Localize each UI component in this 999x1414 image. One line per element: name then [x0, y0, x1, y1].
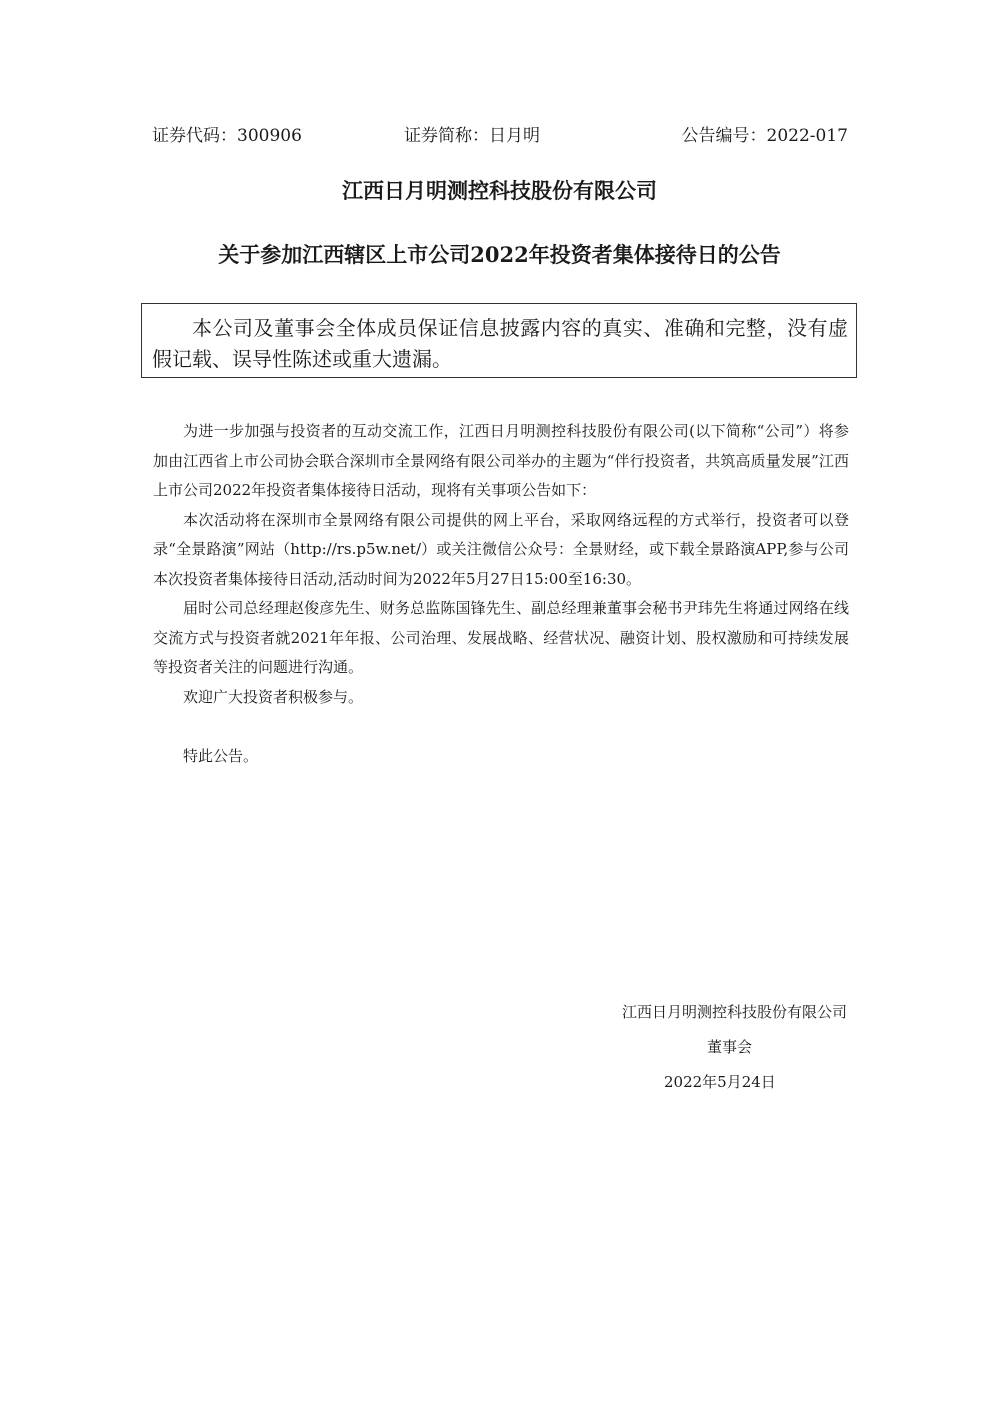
- signature-date: 2022年5月24日: [664, 1073, 776, 1091]
- signature-board: 董事会: [707, 1038, 753, 1056]
- announcement-body: [153, 417, 849, 771]
- company-title: 江西日月明测控科技股份有限公司: [342, 178, 657, 203]
- body-paragraph: 欢迎广大投资者积极参与。: [183, 687, 364, 706]
- disclosure-statement-box: [141, 303, 857, 378]
- security-abbreviation: 证券简称：日月明: [404, 126, 540, 146]
- closing-line: 特此公告。: [183, 746, 259, 765]
- body-paragraph: 届时公司总经理赵俊彦先生、财务总监陈国锋先生、副总经理兼董事会秘书尹玮先生将通过网络在线交流方式与投资者就2021年年报、公司治理、发展战略、经营状况、融资计划、股权激励和可持续发展等投资者关注的问题进行沟通。: [153, 599, 849, 676]
- security-code: 证券代码：300906: [152, 126, 302, 146]
- disclosure-statement: 本公司及董事会全体成员保证信息披露内容的真实、准确和完整，没有虚假记载、误导性陈述或重大遗漏。: [152, 316, 848, 371]
- notice-title: 关于参加江西辖区上市公司2022年投资者集体接待日的公告: [218, 242, 781, 267]
- signature-company: 江西日月明测控科技股份有限公司: [621, 1003, 847, 1021]
- body-paragraph: 为进一步加强与投资者的互动交流工作，江西日月明测控科技股份有限公司(以下简称“公司”）将参加由江西省上市公司协会联合深圳市全景网络有限公司举办的主题为“伴行投资者，共筑高质量发展”江西上市公司2022年投资者集体接待日活动，现将有关事项公告如下：: [153, 422, 849, 499]
- body-paragraph: 本次活动将在深圳市全景网络有限公司提供的网上平台，采取网络远程的方式举行，投资者可以登录“全景路演”网站（http://rs.p5w.net/）或关注微信公众号：全景财经，或下载全景路演APP,参与公司本次投资者集体接待日活动,活动时间为2022年5月27日15:00至16:30。: [153, 510, 849, 588]
- document-header: [152, 124, 848, 148]
- announcement-number: 公告编号：2022-017: [681, 126, 848, 146]
